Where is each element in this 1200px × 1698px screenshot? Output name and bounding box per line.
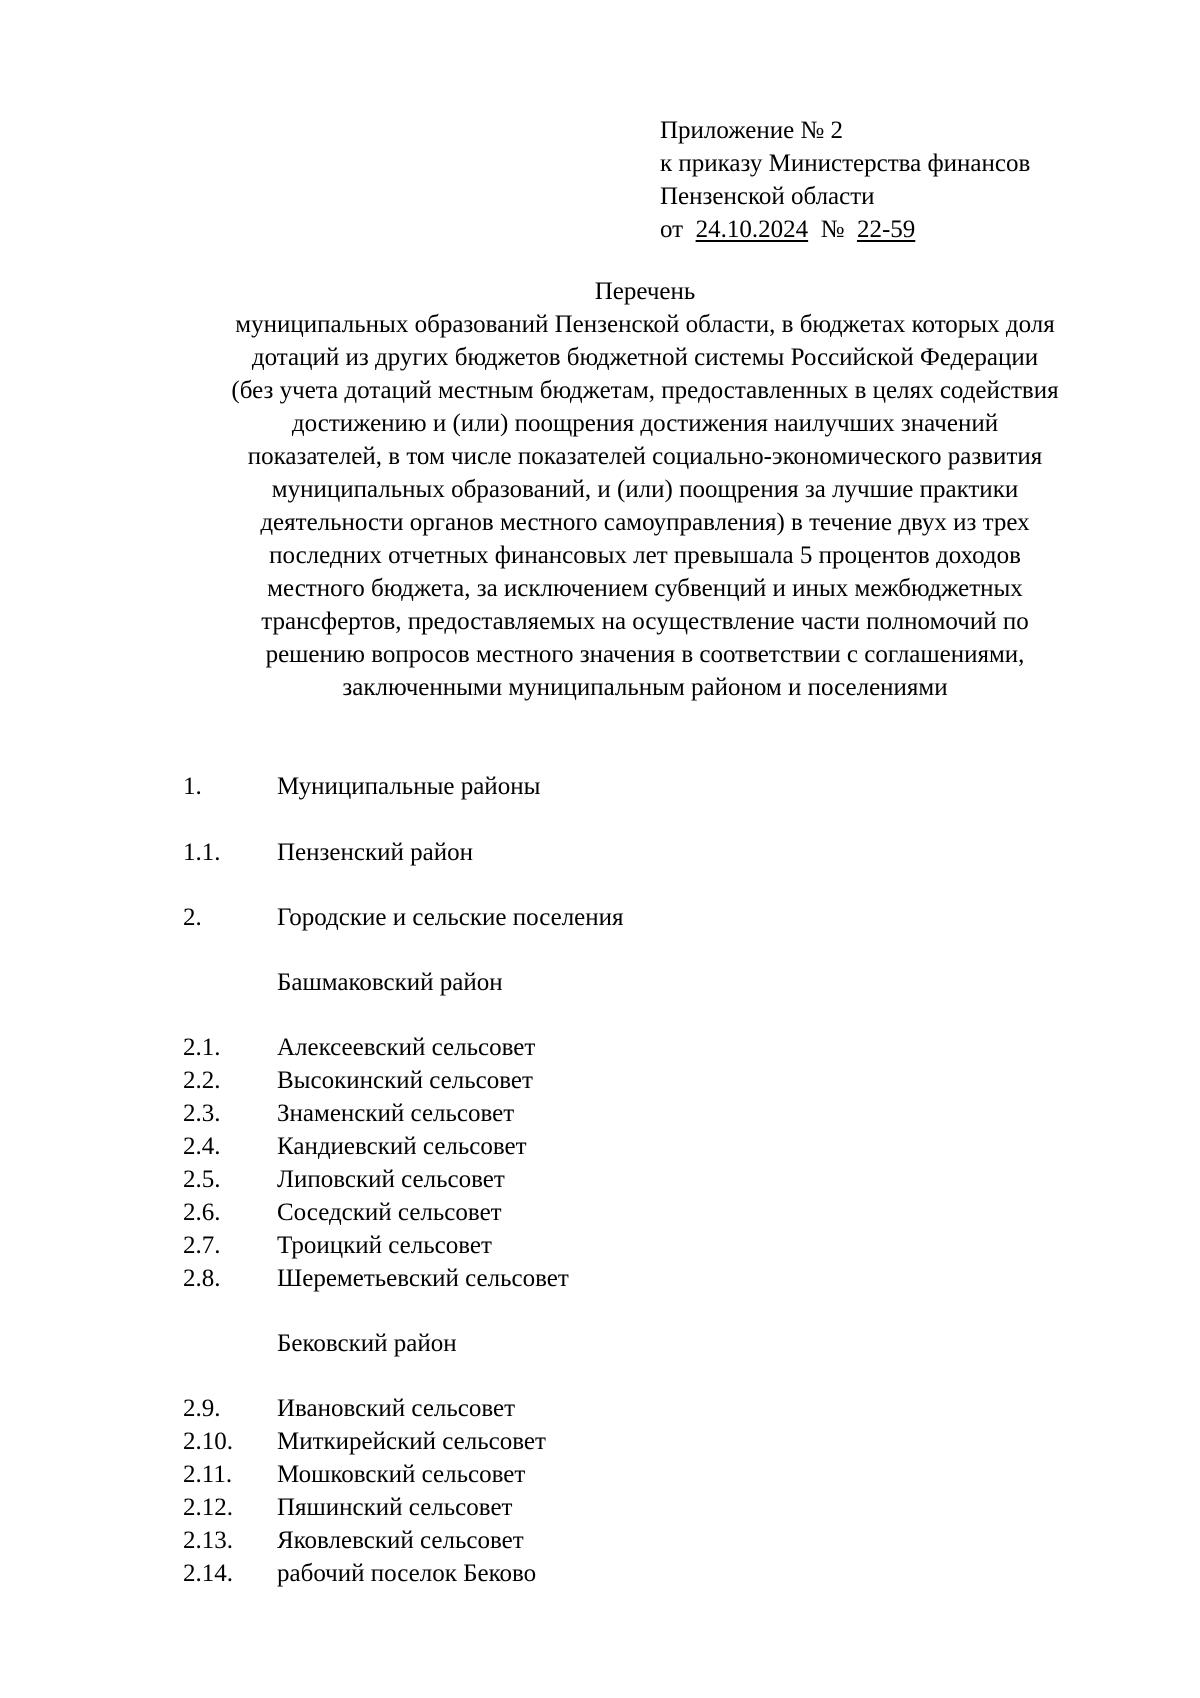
list-text: Высокинский сельсовет (277, 1067, 533, 1094)
appendix-line-3: Пензенской области (660, 183, 875, 210)
list-number: 1.1. (183, 839, 221, 866)
list-text: Липовский сельсовет (277, 1166, 505, 1193)
list-text: Яковлевский сельсовет (277, 1527, 524, 1554)
number-sign: № (820, 216, 845, 243)
group-heading: Башмаковский район (277, 969, 503, 996)
list-number: 2.7. (183, 1232, 221, 1259)
list-text: Ивановский сельсовет (277, 1395, 516, 1422)
title-line: достижению и (или) поощрения достижения наилучших значений (291, 410, 999, 437)
list-text: рабочий поселок Беково (277, 1560, 537, 1587)
title-line: заключенными муниципальным районом и поселениями (342, 674, 948, 701)
list-text: Пяшинский сельсовет (277, 1494, 513, 1521)
list-text: Мошковский сельсовет (277, 1461, 526, 1488)
title-line: местного бюджета, за исключением субвенций и иных межбюджетных (267, 575, 1023, 602)
list-number: 2.6. (183, 1199, 221, 1226)
date-prefix: от (660, 216, 684, 243)
title-line: решению вопросов местного значения в соответствии с соглашениями, (265, 641, 1025, 668)
list-number: 2.2. (183, 1067, 221, 1094)
list-text: Муниципальные районы (277, 773, 541, 800)
list-text: Троицкий сельсовет (277, 1232, 492, 1259)
list-text: Пензенский район (277, 839, 473, 866)
list-number: 2.8. (183, 1265, 221, 1292)
list-number: 2. (183, 904, 202, 931)
appendix-header (660, 114, 1180, 246)
title-line: последних отчетных финансовых лет превышала 5 процентов доходов (269, 542, 1021, 569)
list-number: 2.14. (183, 1560, 233, 1587)
order-number: 22-59 (856, 216, 916, 243)
list-number: 2.12. (183, 1494, 233, 1521)
appendix-line-1: Приложение № 2 (660, 117, 844, 144)
document-title (160, 275, 1130, 704)
list-text: Алексеевский сельсовет (277, 1034, 536, 1061)
list-number: 2.5. (183, 1166, 221, 1193)
list-text: Городские и сельские поселения (277, 904, 624, 931)
list-number: 2.13. (183, 1527, 233, 1554)
group-heading: Бековский район (277, 1330, 457, 1357)
list-number: 2.4. (183, 1133, 221, 1160)
list-text: Шереметьевский сельсовет (277, 1265, 569, 1292)
list-number: 1. (183, 773, 202, 800)
list-text: Миткирейский сельсовет (277, 1428, 546, 1455)
list-number: 2.11. (183, 1461, 233, 1488)
list-text: Кандиевский сельсовет (277, 1133, 527, 1160)
title-line: деятельности органов местного самоуправления) в течение двух из трех (260, 509, 1030, 536)
list-number: 2.9. (183, 1395, 221, 1422)
order-date: 24.10.2024 (695, 216, 809, 243)
title-line: дотаций из других бюджетов бюджетной системы Российской Федерации (251, 344, 1039, 371)
title-line: муниципальных образований Пензенской области, в бюджетах которых доля (235, 311, 1055, 338)
title-line: показателей, в том числе показателей социально-экономического развития (247, 443, 1043, 470)
appendix-date-line (660, 213, 1180, 246)
list-text: Соседский сельсовет (277, 1199, 502, 1226)
list-text: Знаменский сельсовет (277, 1100, 515, 1127)
appendix-line-2: к приказу Министерства финансов (660, 150, 1031, 177)
title-heading: Перечень (594, 278, 696, 305)
title-line: (без учета дотаций местным бюджетам, предоставленных в целях содействия (231, 377, 1059, 404)
title-line: трансфертов, предоставляемых на осуществление части полномочий по (261, 608, 1029, 635)
list-number: 2.10. (183, 1428, 233, 1455)
list-number: 2.3. (183, 1100, 221, 1127)
title-line: муниципальных образований, и (или) поощрения за лучшие практики (271, 476, 1019, 503)
list-number: 2.1. (183, 1034, 221, 1061)
